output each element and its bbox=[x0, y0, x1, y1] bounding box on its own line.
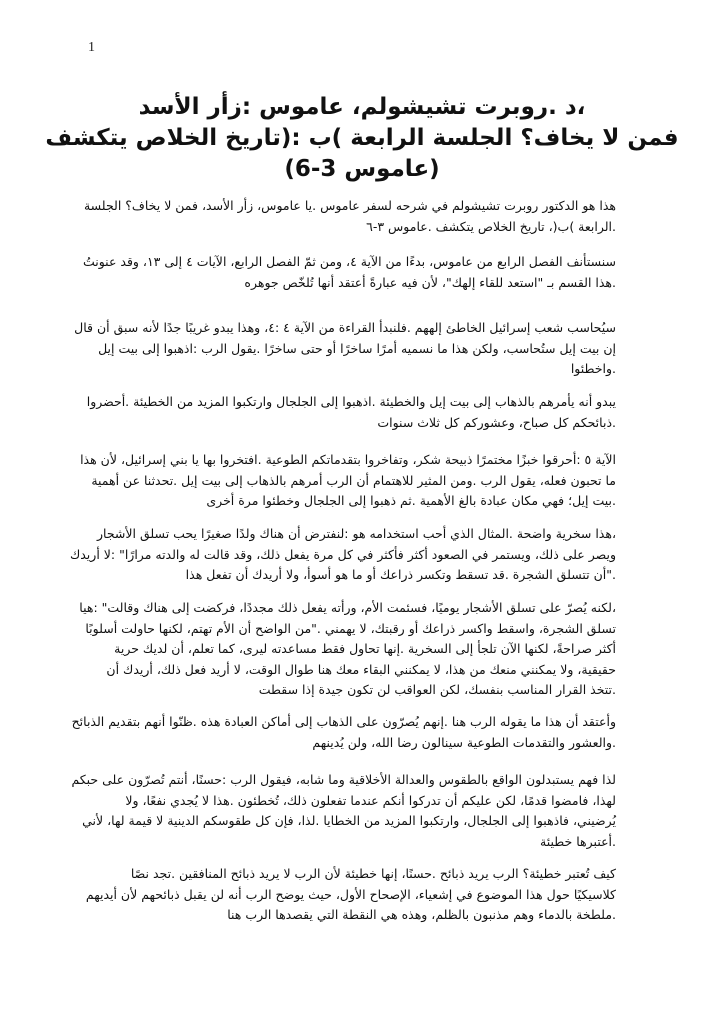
paragraph-line: وأعتقد أن هذا ما يقوله الرب هنا .إنهم يُصرّون على الذهاب إلى أماكن العبادة هذه .ظنّوا أنهم بتقديم الذبائح bbox=[71, 714, 616, 729]
paragraph-line: ويصر على ذلك، ويستمر في الصعود أكثر فأكثر في كل مرة يفعل ذلك، وقد قالت له والدته مرارًا" :لا أريدك bbox=[69, 546, 616, 562]
paragraph-line: تسلق الشجرة، واسقط واكسر ذراعك أو رقبتك، لا يهمني ."من الواضح أن الأم تهتم، لكنها حاولت أسلوبًا bbox=[85, 620, 616, 636]
paragraph-line: .تتخذ القرار المناسب بنفسك، لكن العواقب لن تكون جيدة إذا سقطت bbox=[258, 682, 616, 697]
paragraph-line: .أعتبرها خطيئة bbox=[540, 833, 616, 849]
paragraph-line: ."أن تتسلق الشجرة .قد تسقط وتكسر ذراعك أو ما هو أسوأ، ولا أريدك أن تفعل هذا bbox=[185, 567, 616, 582]
paragraph-line: لهذا، فامضوا قدمًا، لكن عليكم أن تدركوا أنكم عندما تفعلون ذلك، تُخطئون .هذا لا يُجدي نفعًا، ولا bbox=[125, 792, 616, 808]
paragraph bbox=[79, 598, 616, 701]
paragraph bbox=[83, 196, 616, 237]
paragraph-line: .بيت إيل؛ فهي مكان عبادة بالغ الأهمية .ثم ذهبوا إلى الجلجال وخطئوا مرة أخرى bbox=[206, 493, 616, 508]
paragraph-line: .والعشور والتقدمات الطوعية سينالون رضا الله، ولن يُدينهم bbox=[312, 734, 616, 750]
page-number: 1 bbox=[88, 40, 95, 55]
paragraph-line: ،هذا سخرية واضحة .المثال الذي أحب استخدامه هو :لنفترض أن هناك ولدًا صغيرًا يحب تسلق الأشجار bbox=[97, 526, 616, 541]
paragraph bbox=[82, 252, 616, 293]
title-line-1: ،د .روبرت تشيشولم، عاموس :زأر الأسد bbox=[138, 94, 586, 120]
paragraph-line: كلاسيكيًا حول هذا الموضوع في إشعياء، الإصحاح الأول، حيث يوضح الرب أنه لن يقبل ذبائحهم لأن أيديهم bbox=[85, 886, 616, 902]
paragraph bbox=[69, 524, 616, 586]
paragraph bbox=[74, 318, 616, 380]
paragraph bbox=[71, 712, 616, 753]
paragraph-line: حقيقية، ولا يمكنني منعك من هذا، لا يمكنني البقاء معك هنا طوال الوقت، لا أريد فعل ذلك، أريدك أن bbox=[106, 661, 616, 677]
title-line-2: فمن لا يخاف؟ الجلسة الرابعة )ب :(تاريخ الخلاص يتكشف bbox=[45, 125, 679, 151]
paragraph-line: هذا هو الدكتور روبرت تشيشولم في شرحه لسفر عاموس .يا عاموس، زأر الأسد، فمن لا يخاف؟ الجلسة bbox=[83, 198, 616, 213]
paragraph-line: .ذبائحكم كل صباح، وعشوركم كل ثلاث سنوات bbox=[377, 414, 616, 430]
paragraph-line: يُرضيني، فاذهبوا إلى الجلجال، وارتكبوا المزيد من الخطايا .لذا، فإن كل طقوسكم الدينية لا قيمة لها، لأني bbox=[82, 813, 616, 828]
paragraph-line: .هذا القسم بـ "استعد للقاء إلهك"، لأن فيه عبارةً أعتقد أنها تُلخّص جوهره bbox=[244, 274, 616, 290]
paragraph-line: الآية ٥ :أحرقوا خبزًا مختمرًا ذبيحة شكر، وتفاخروا بتقدماتكم الطوعية .افتخروا بها يا بني إسرائيل، لأن هذا bbox=[80, 452, 616, 467]
paragraph-line: ،لكنه يُصرّ على تسلق الأشجار يوميًا، فسئمت الأم، ورأته يفعل ذلك مجددًا، فركضت إلى هناك وقالت" :هيا bbox=[79, 600, 616, 615]
paragraph-line: .واخطئوا bbox=[570, 361, 616, 376]
paragraph-line: كيف تُعتبر خطيئة؟ الرب يريد ذبائح .حسنًا، إنها خطيئة لأن الرب لا يريد ذبائح المنافقين .تجد نصًا bbox=[130, 866, 616, 881]
paragraph-line: أكثر صراحةً، لكنها الآن تلجأ إلى السخرية .إنها تحاول فقط مساعدته ليرى، كما تعلم، أن لديك حرية bbox=[114, 641, 616, 656]
document-title bbox=[40, 92, 684, 185]
paragraph-line: ما تحبون فعله، يقول الرب .ومن المثير للاهتمام أن الرب أمرهم بالذهاب إلى بيت إيل .تحدثنا عن أهمية bbox=[91, 472, 616, 488]
paragraph-line: سيُحاسب شعب إسرائيل الخاطئ إلههم .فلنبدأ القراءة من الآية ٤ :٤، وهذا يبدو غريبًا جدًا لأنه سبق أن قال bbox=[74, 320, 616, 335]
paragraph-line: يبدو أنه يأمرهم بالذهاب إلى بيت إيل والخطيئة .اذهبوا إلى الجلجال وارتكبوا المزيد من الخطيئة .أحضروا bbox=[86, 394, 616, 409]
paragraph bbox=[85, 864, 616, 926]
paragraph-line: إن بيت إيل ستُحاسب، ولكن هذا ما نسميه أمرًا ساخرًا أو حتى ساخرًا .يقول الرب :اذهبوا إلى بيت إيل bbox=[98, 340, 616, 356]
paragraph-line: .ملطخة بالدماء وهم مذنبون بالظلم، وهذه هي النقطة التي يقصدها الرب هنا bbox=[227, 907, 616, 922]
title-line-3: (عاموس 3-6) bbox=[284, 156, 440, 182]
paragraph bbox=[71, 770, 616, 852]
paragraph bbox=[80, 450, 616, 512]
paragraph-line: سنستأنف الفصل الرابع من عاموس، بدءًا من الآية ٤، ومن ثمّ الفصل الرابع، الآيات ٤ إلى ١٣، وقد عنونتُ bbox=[82, 254, 616, 269]
paragraph bbox=[86, 392, 616, 433]
paragraph-line: .الرابعة )ب(، تاريخ الخلاص يتكشف .عاموس ٣-٦ bbox=[366, 218, 616, 234]
paragraph-line: لذا فهم يستبدلون الواقع بالطقوس والعدالة الأخلاقية وما شابه، فيقول الرب :حسنًا، أنتم تُصرّون على حبكم bbox=[71, 772, 616, 787]
